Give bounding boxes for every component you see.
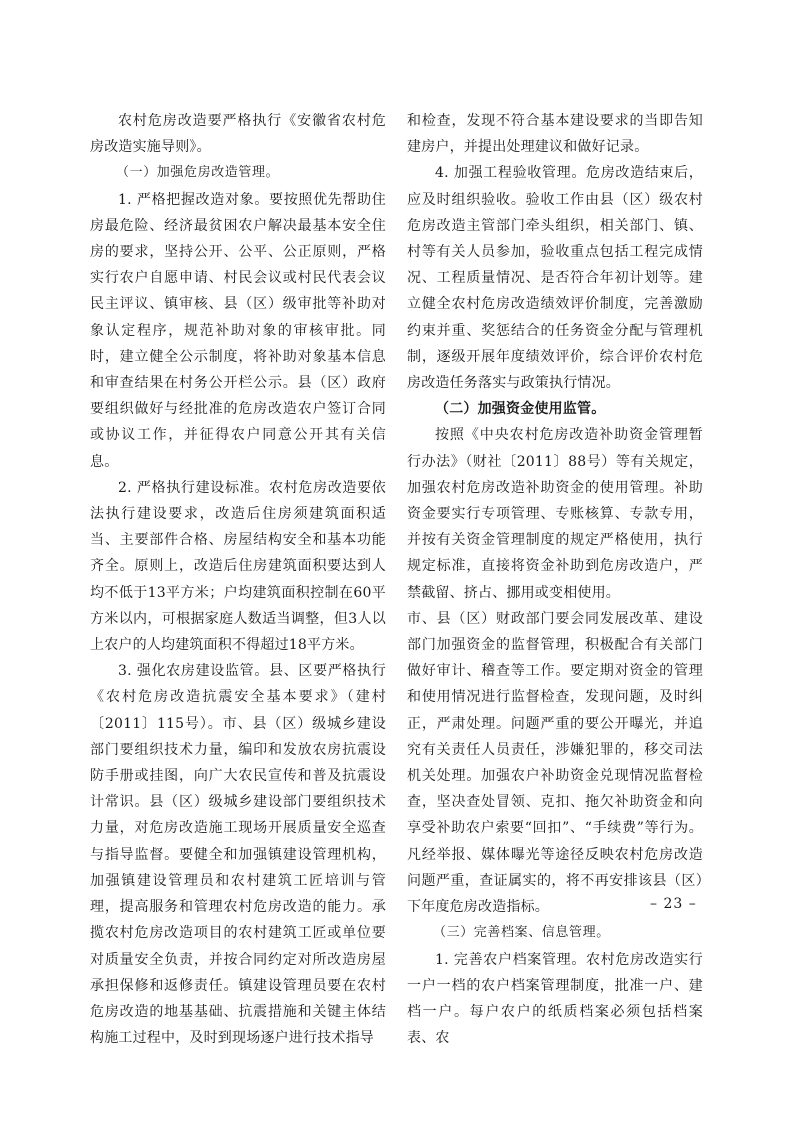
paragraph: 4. 加强工程验收管理。危房改造结束后，应及时组织验收。验收工作由县（区）级农村危房改造主管部门牵头组织，相关部门、镇、村等有关人员参加，验收重点包括工程完成情况、工程质量情况、是否符合年初计划等。建立健全农村危房改造绩效评价制度，完善激励约束并重、奖惩结合的任务资金分配与管理机制，逐级开展年度绩效评价，综合评价农村危房改造任务落实与政策执行情况。 (407, 165, 703, 392)
paragraph: 3. 强化农房建设监管。县、区要严格执行《农村危房改造抗震安全基本要求》（建村〔2011〕115号）。市、县（区）级城乡建设部门要组织技术力量，编印和发放农房抗震设防手册或挂图，向广大农民宣传和普及抗震设计常识。县（区）级城乡建设部门要组织技术力量，对危房改造施工现场开展质量安全巡查与指导监督。要健全和加强镇建设管理机构，加强镇建设管理员和农村建筑工匠培训与管理，提高服务和管理农村危房改造的能力。承揽农村危房改造项目的农村建筑工匠或单位要对质量安全负责，并按合同约定对所改造房屋承担保修和返修责任。镇建设管理员要在农村危房改造的地基基础、抗震措施和关键主体结构施工过程中，及时到现场逐户进行技术指导 (90, 663, 386, 1047)
paragraph: 按照《中央农村危房改造补助资金管理暂行办法》（财社〔2011〕88号）等有关规定，加强农村危房改造补助资金的使用管理。补助资金要实行专项管理、专账核算、专款专用，并按有关资金管理制度的规定严格使用，执行规定标准，直接将资金补助到危房改造户，严禁截留、挤占、挪用或变相使用。 (407, 427, 703, 601)
paragraph: 1. 严格把握改造对象。要按照优先帮助住房最危险、经济最贫困农户解决最基本安全住房的要求，坚持公开、公平、公正原则，严格实行农户自愿申请、村民会议或村民代表会议民主评议、镇审核、县（区）级审批等补助对象认定程序，规范补助对象的审核审批。同时，建立健全公示制度，将补助对象基本信息和审查结果在村务公开栏公示。县（区）政府要组织做好与经批准的危房改造农户签订合同或协议工作，并征得农户同意公开其有关信息。 (90, 191, 386, 470)
paragraph: 1. 完善农户档案管理。农村危房改造实行一户一档的农户档案管理制度，批准一户、建档一户。每户农户的纸质档案必须包括档案表、农 (407, 951, 703, 1047)
paragraph: （三）完善档案、信息管理。 (433, 925, 610, 941)
paragraph: 2. 严格执行建设标准。农村危房改造要依法执行建设要求，改造后住房须建筑面积适当、主要部件合格、房屋结构安全和基本功能齐全。原则上，改造后住房建筑面积要达到人均不低于13平方米；户均建筑面积控制在60平方米以内，可根据家庭人数适当调整，但3人以上农户的人均建筑面积不得超过18平方米。 (90, 479, 386, 654)
paragraph: （二）加强资金使用监管。 (435, 401, 606, 418)
paragraph: 市、县（区）财政部门要会同发展改革、建设部门加强资金的监督管理，积极配合有关部门做好审计、稽查等工作。要定期对资金的管理和使用情况进行监督检查，发现问题，及时纠正，严肃处理。问题严重的要公开曝光，并追究有关责任人员责任，涉嫌犯罪的，移交司法机关处理。加强农户补助资金兑现情况监督检查，坚决查处冒领、克扣、拖欠补助资金和向享受补助农户索要“回扣”、“手续费”等行为。凡经举报、媒体曝光等途径反映农村危房改造问题严重，查证属实的，将不再安排该县（区）下年度危房改造指标。 (407, 610, 703, 916)
page-number: – 23 – (650, 896, 697, 912)
paragraph: 农村危房改造要严格执行《安徽省农村危房改造实施导则》。 (90, 113, 386, 156)
paragraph: （一）加强危房改造管理。 (116, 165, 280, 181)
paragraph: 和检查，发现不符合基本建设要求的当即告知建房户，并提出处理建议和做好记录。 (407, 113, 703, 156)
left-column (90, 108, 386, 1051)
